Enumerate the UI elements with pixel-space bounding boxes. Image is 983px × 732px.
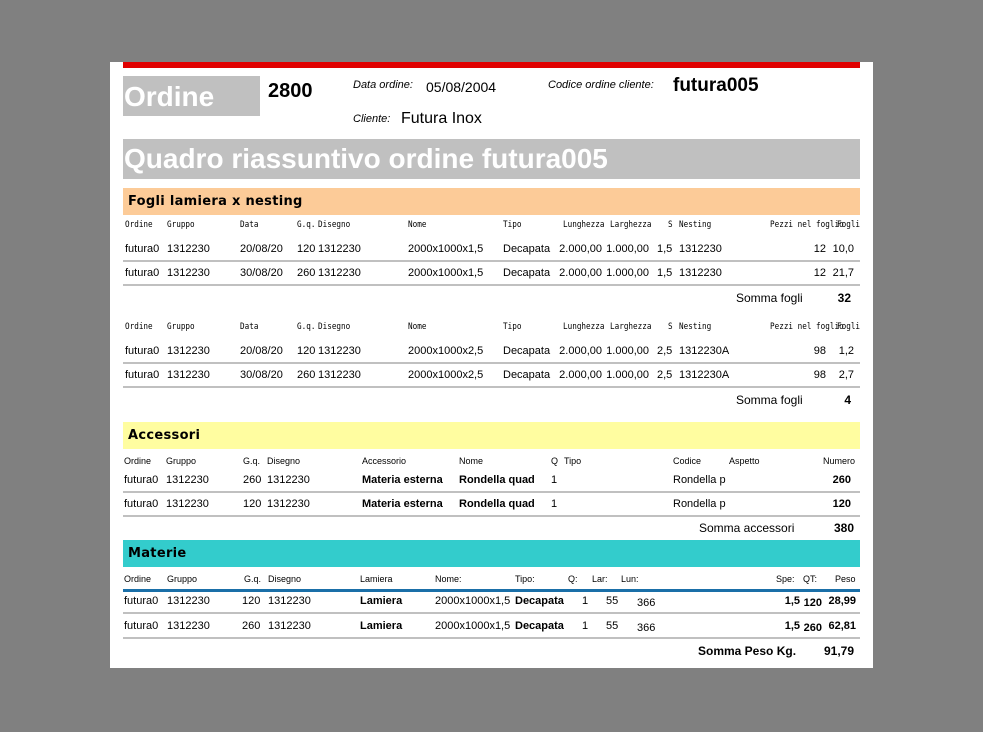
materie-header-2: G.q. (244, 574, 262, 584)
section-materie-title: Materie (123, 540, 860, 567)
fogli-header-1: Gruppo (167, 322, 195, 332)
somma-peso-value: 91,79 (823, 644, 854, 658)
fogli-header-12: Fogli (837, 220, 861, 230)
fogli-header-11: Pezzi nel foglio (770, 220, 844, 230)
table-row-divider (123, 260, 860, 262)
fogli-cell: 1312230 (318, 267, 361, 279)
accessori-cell: 1 (551, 498, 558, 510)
fogli-cell: 20/08/20 (240, 243, 283, 255)
somma-peso-label: Somma Peso Kg. (698, 644, 797, 658)
accessori-cell: futura0 (124, 498, 159, 510)
accessori-cell: 260 (832, 474, 851, 486)
materie-cell: 120 (803, 597, 822, 609)
accessori-header-4: Accessorio (362, 456, 407, 466)
accessori-header-5: Nome (459, 456, 484, 466)
fogli-header-0: Ordine (125, 220, 153, 230)
ordine-label: Ordine (123, 76, 260, 116)
fogli-header-7: Lunghezza (563, 220, 605, 230)
materie-header-10: Spe: (776, 574, 795, 584)
somma-accessori-value: 380 (833, 521, 854, 535)
top-red-bar (123, 62, 860, 68)
fogli-cell: 1.000,00 (606, 369, 649, 381)
materie-cell: 2000x1000x1,5 (435, 595, 511, 607)
materie-header-4: Lamiera (360, 574, 393, 584)
fogli-cell: 2000x1000x2,5 (408, 345, 484, 357)
fogli-cell: 98 (813, 345, 826, 357)
materie-cell: 120 (242, 595, 261, 607)
accessori-header-0: Ordine (124, 456, 152, 466)
materie-cell: 55 (606, 620, 619, 632)
table-row-divider (123, 637, 860, 639)
codice-label: Codice ordine cliente: (548, 79, 654, 91)
materie-cell: 1312230 (167, 595, 210, 607)
somma-fogli-value-1: 32 (837, 291, 851, 305)
fogli-cell: futura0 (125, 345, 160, 357)
fogli-cell: 1.000,00 (606, 243, 649, 255)
fogli-header-10: Nesting (679, 322, 712, 332)
fogli-cell: 1.000,00 (606, 267, 649, 279)
materie-cell: 1,5 (784, 595, 800, 607)
materie-cell: 1312230 (167, 620, 210, 632)
materie-header-8: Lar: (592, 574, 608, 584)
materie-cell: 366 (637, 622, 656, 634)
fogli-header-1: Gruppo (167, 220, 195, 230)
materie-header-0: Ordine (124, 574, 152, 584)
somma-fogli-value-2: 4 (844, 393, 851, 407)
accessori-cell: Materia esterna (362, 498, 443, 510)
fogli-header-12: Fogli (837, 322, 861, 332)
accessori-header-3: Disegno (267, 456, 301, 466)
fogli-cell: 1.000,00 (606, 345, 649, 357)
accessori-cell: 1312230 (166, 498, 209, 510)
materie-cell: 1312230 (268, 595, 311, 607)
fogli-cell: 2,5 (657, 345, 673, 357)
fogli-header-8: Larghezza (610, 322, 652, 332)
codice-value: futura005 (673, 75, 759, 96)
fogli-cell: 1312230 (167, 345, 210, 357)
accessori-cell: 1312230 (267, 474, 310, 486)
section-accessori-title: Accessori (123, 422, 860, 449)
fogli-header-3: G.q. (297, 322, 316, 332)
materie-cell: Lamiera (360, 620, 403, 632)
fogli-cell: 12 (813, 243, 826, 255)
fogli-cell: 260 (297, 267, 316, 279)
fogli-cell: 1,2 (838, 345, 854, 357)
fogli-cell: 30/08/20 (240, 267, 283, 279)
materie-cell: 28,99 (828, 595, 856, 607)
fogli-header-4: Disegno (318, 322, 351, 332)
materie-header-11: QT: (803, 574, 818, 584)
ordine-number: 2800 (268, 80, 313, 102)
fogli-cell: 98 (813, 369, 826, 381)
fogli-cell: 2.000,00 (559, 369, 602, 381)
materie-cell: 260 (803, 622, 822, 634)
fogli-cell: futura0 (125, 243, 160, 255)
fogli-header-5: Nome (408, 322, 427, 332)
materie-cell: 62,81 (828, 620, 856, 632)
materie-cell: 260 (242, 620, 261, 632)
materie-header-3: Disegno (268, 574, 302, 584)
cliente-value: Futura Inox (401, 110, 482, 127)
fogli-cell: 30/08/20 (240, 369, 283, 381)
fogli-header-10: Nesting (679, 220, 712, 230)
accessori-header-1: Gruppo (166, 456, 197, 466)
fogli-cell: 1,5 (657, 243, 673, 255)
section-fogli-title: Fogli lamiera x nesting (123, 188, 860, 215)
fogli-header-9: S (668, 322, 673, 332)
fogli-cell: 1312230 (318, 345, 361, 357)
materie-cell: 1312230 (268, 620, 311, 632)
fogli-cell: Decapata (503, 267, 551, 279)
fogli-cell: 2,5 (657, 369, 673, 381)
materie-cell: 2000x1000x1,5 (435, 620, 511, 632)
fogli-cell: Decapata (503, 369, 551, 381)
fogli-header-5: Nome (408, 220, 427, 230)
materie-header-6: Tipo: (515, 574, 535, 584)
fogli-cell: 2000x1000x1,5 (408, 267, 484, 279)
table-row-divider (123, 362, 860, 364)
fogli-cell: 1312230A (679, 369, 730, 381)
materie-cell: futura0 (124, 620, 159, 632)
fogli-cell: 1312230 (167, 243, 210, 255)
accessori-cell: 1312230 (166, 474, 209, 486)
accessori-cell: Rondella quad (459, 498, 535, 510)
accessori-header-6: Q (551, 456, 559, 466)
accessori-header-8: Codice (673, 456, 702, 466)
materie-cell: 1 (582, 620, 589, 632)
fogli-cell: 1312230 (679, 243, 722, 255)
accessori-cell: Rondella quad (459, 474, 535, 486)
fogli-cell: 2000x1000x1,5 (408, 243, 484, 255)
fogli-cell: 20/08/20 (240, 345, 283, 357)
accessori-cell: Rondella p (673, 474, 726, 486)
fogli-cell: 12 (813, 267, 826, 279)
fogli-cell: Decapata (503, 345, 551, 357)
fogli-header-9: S (668, 220, 673, 230)
fogli-header-8: Larghezza (610, 220, 652, 230)
fogli-cell: 120 (297, 345, 316, 357)
accessori-cell: Rondella p (673, 498, 726, 510)
fogli-cell: 260 (297, 369, 316, 381)
fogli-cell: 1312230 (167, 369, 210, 381)
report-page (110, 62, 873, 668)
materie-cell: Lamiera (360, 595, 403, 607)
materie-cell: 1,5 (784, 620, 800, 632)
materie-cell: Decapata (515, 595, 564, 607)
fogli-header-6: Tipo (503, 322, 522, 332)
fogli-header-7: Lunghezza (563, 322, 605, 332)
fogli-cell: futura0 (125, 369, 160, 381)
somma-accessori-label: Somma accessori (699, 521, 795, 535)
fogli-cell: 2.000,00 (559, 345, 602, 357)
materie-cell: Decapata (515, 620, 564, 632)
fogli-header-3: G.q. (297, 220, 316, 230)
somma-fogli-label-1: Somma fogli (736, 291, 803, 305)
accessori-cell: futura0 (124, 474, 159, 486)
fogli-cell: 2,7 (838, 369, 854, 381)
fogli-cell: 2000x1000x2,5 (408, 369, 484, 381)
table-row-divider (123, 491, 860, 493)
page-title: Quadro riassuntivo ordine futura005 (123, 139, 860, 179)
materie-cell: 366 (637, 597, 656, 609)
fogli-cell: 1312230 (318, 243, 361, 255)
materie-cell: 55 (606, 595, 619, 607)
fogli-cell: futura0 (125, 267, 160, 279)
fogli-header-4: Disegno (318, 220, 351, 230)
data-ordine-label: Data ordine: (353, 79, 413, 91)
fogli-header-11: Pezzi nel foglio (770, 322, 844, 332)
accessori-cell: 120 (243, 498, 262, 510)
fogli-header-0: Ordine (125, 322, 153, 332)
somma-fogli-label-2: Somma fogli (736, 393, 803, 407)
accessori-cell: 260 (243, 474, 262, 486)
fogli-cell: 1,5 (657, 267, 673, 279)
accessori-header-7: Tipo (564, 456, 582, 466)
fogli-header-2: Data (240, 220, 259, 230)
materie-cell: 1 (582, 595, 589, 607)
fogli-cell: 1312230A (679, 345, 730, 357)
accessori-cell: Materia esterna (362, 474, 443, 486)
materie-header-5: Nome: (435, 574, 462, 584)
accessori-header-2: G.q. (243, 456, 261, 466)
fogli-header-2: Data (240, 322, 259, 332)
materie-header-7: Q: (568, 574, 578, 584)
fogli-cell: Decapata (503, 243, 551, 255)
data-ordine-value: 05/08/2004 (426, 79, 497, 95)
table-row-divider (123, 386, 860, 388)
materie-header-divider (123, 589, 860, 592)
fogli-cell: 120 (297, 243, 316, 255)
fogli-cell: 2.000,00 (559, 243, 602, 255)
fogli-cell: 2.000,00 (559, 267, 602, 279)
accessori-cell: 1 (551, 474, 558, 486)
table-row-divider (123, 284, 860, 286)
materie-header-1: Gruppo (167, 574, 198, 584)
fogli-cell: 1312230 (167, 267, 210, 279)
table-row-divider (123, 612, 860, 614)
fogli-cell: 1312230 (679, 267, 722, 279)
materie-header-9: Lun: (621, 574, 639, 584)
accessori-cell: 1312230 (267, 498, 310, 510)
fogli-cell: 21,7 (832, 267, 854, 279)
fogli-cell: 10,0 (832, 243, 854, 255)
materie-header-12: Peso (835, 574, 856, 584)
fogli-header-6: Tipo (503, 220, 522, 230)
fogli-cell: 1312230 (318, 369, 361, 381)
accessori-header-10: Numero (823, 456, 856, 466)
materie-cell: futura0 (124, 595, 159, 607)
accessori-header-9: Aspetto (729, 456, 760, 466)
table-row-divider (123, 515, 860, 517)
accessori-cell: 120 (832, 498, 851, 510)
cliente-label: Cliente: (353, 113, 391, 125)
